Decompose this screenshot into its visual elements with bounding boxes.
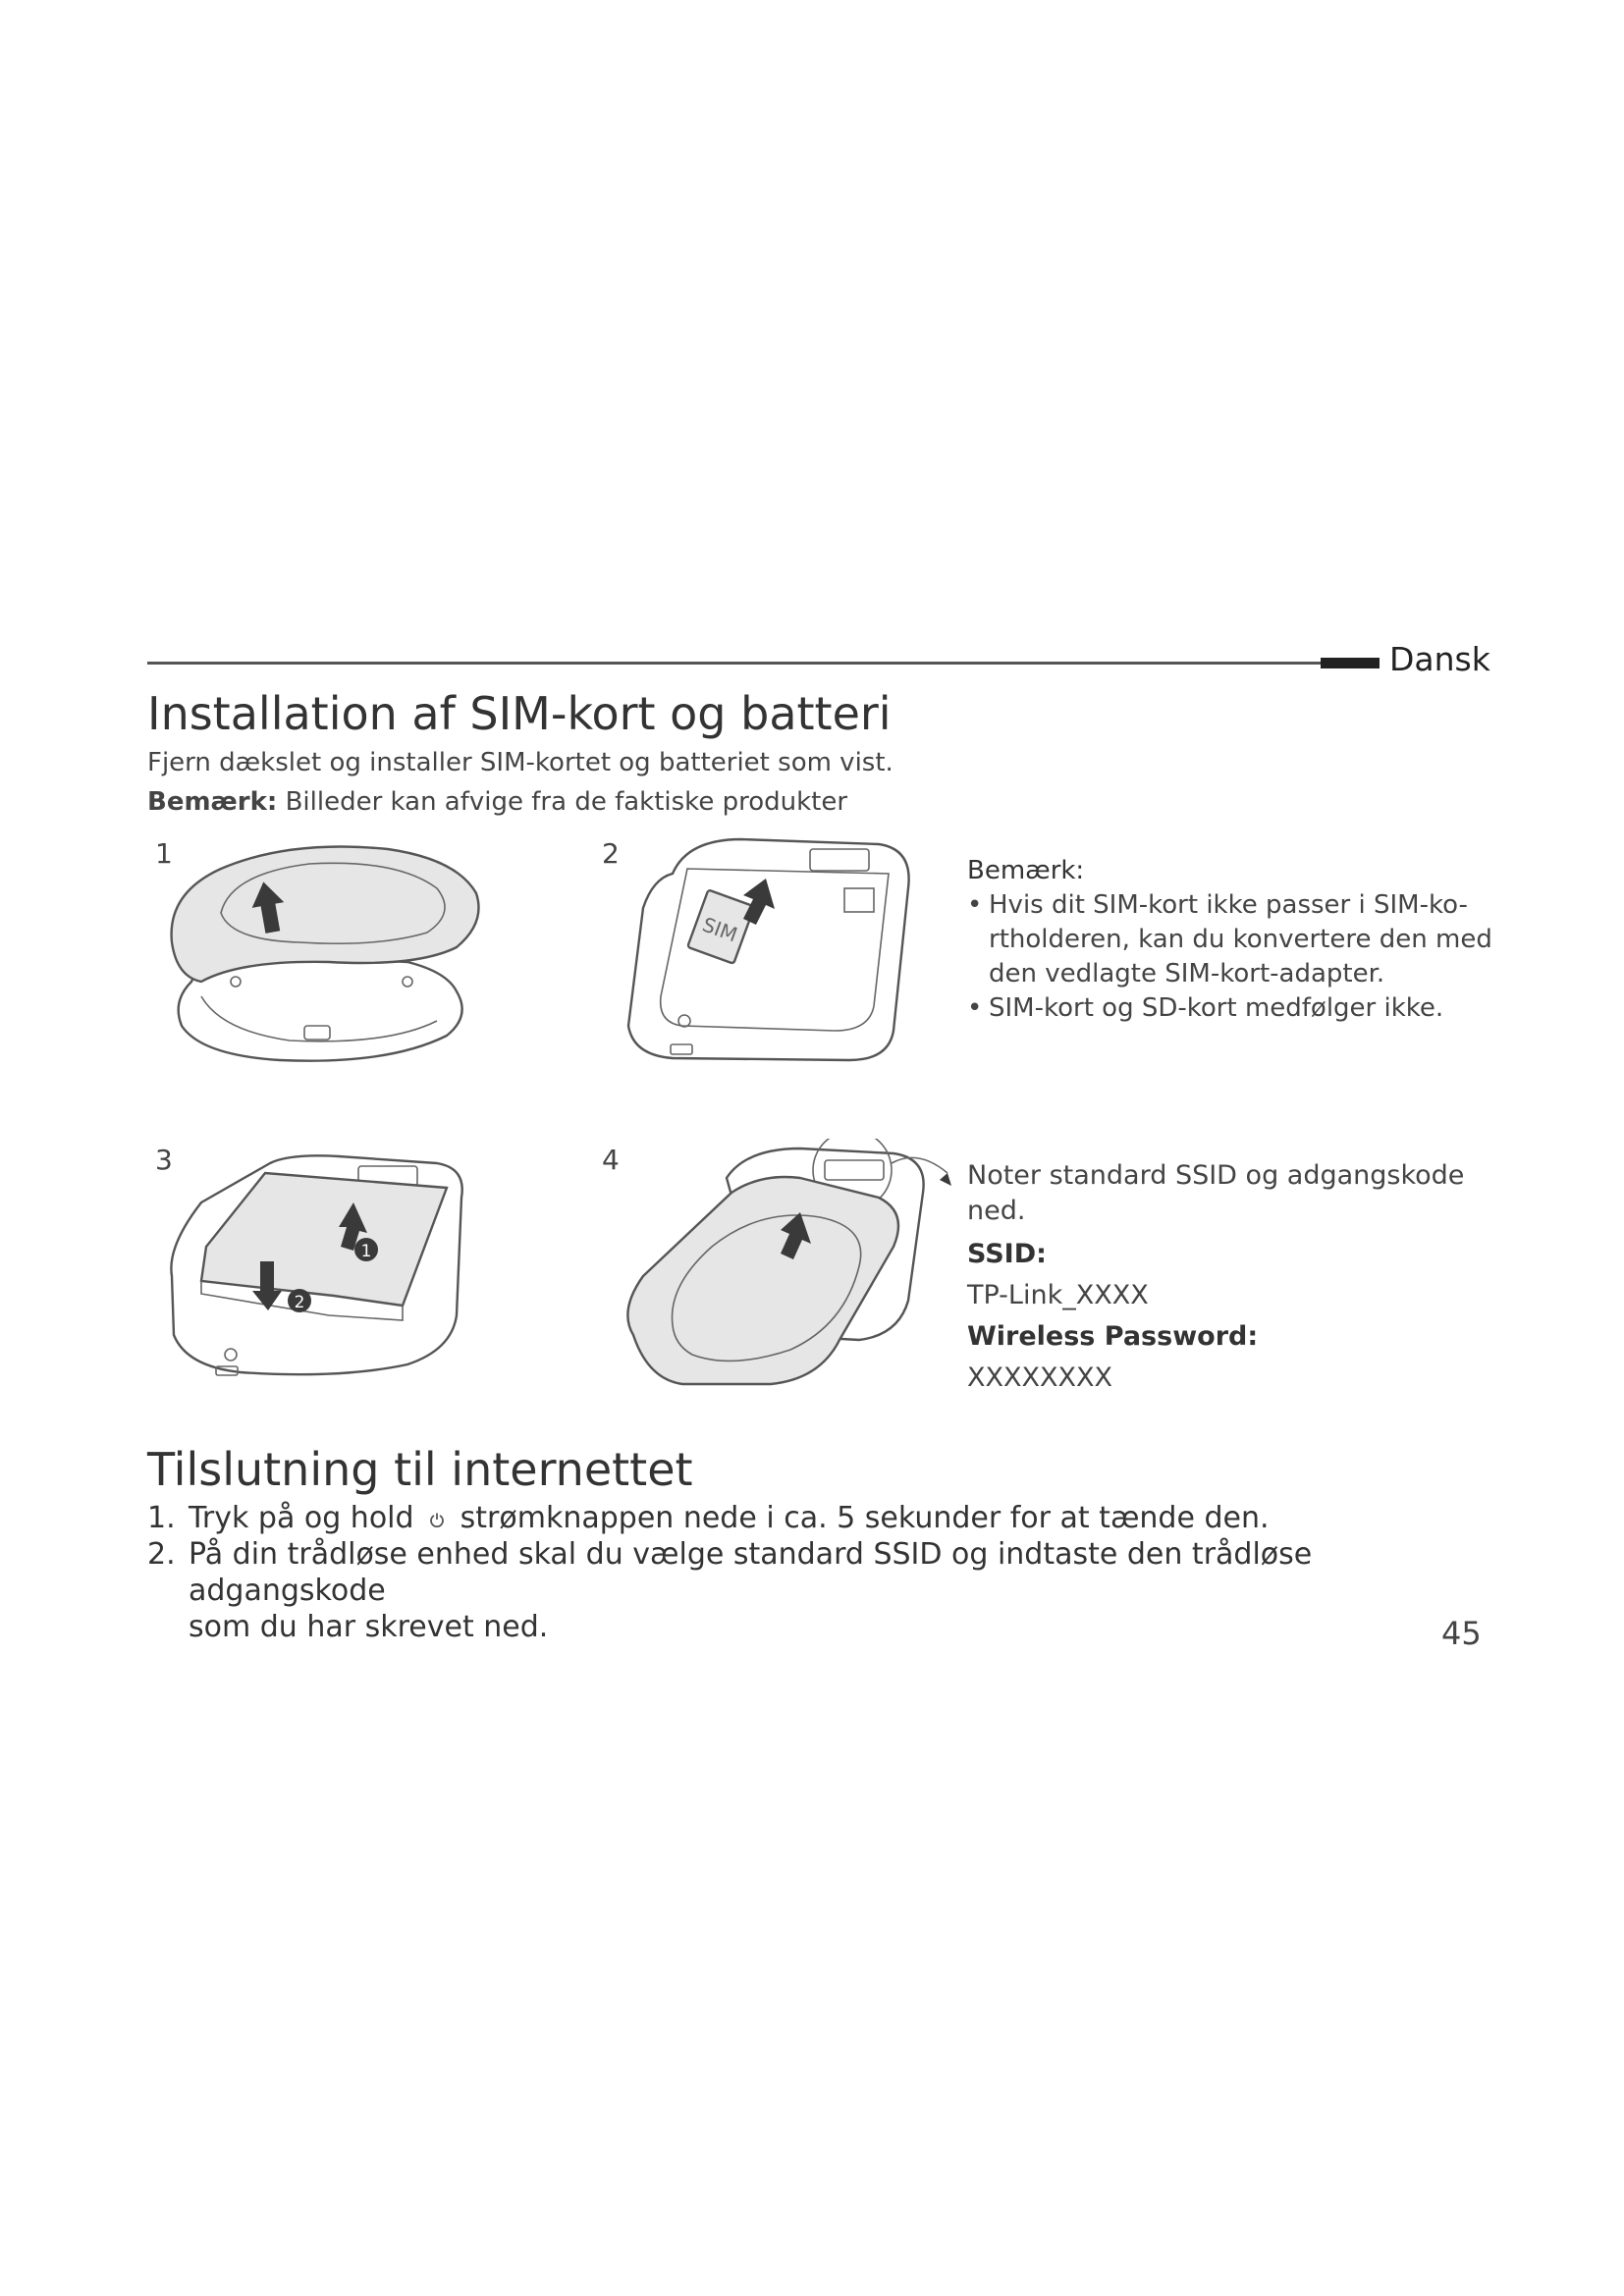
list-item: 1. Tryk på og hold strømknappen nede i ca. 5 sekunder for at tænde den.: [147, 1501, 1270, 1535]
section-title-internet: Tilslutning til internettet: [147, 1443, 693, 1496]
list-item: • Hvis dit SIM-kort ikke passer i SIM-ko- rtholderen, kan du konvertere den med den vedlagte SIM-kort-adapter.: [967, 890, 1492, 988]
svg-text:2: 2: [294, 1293, 305, 1312]
language-label: Dansk: [1389, 640, 1490, 678]
step-number-2: 2: [602, 837, 620, 870]
header-rule: [147, 662, 1321, 665]
step-number-3: 3: [155, 1144, 173, 1176]
figure-insert-sim: [614, 834, 928, 1065]
password-value: XXXXXXXX: [967, 1362, 1112, 1393]
ssid-note: [967, 1158, 1497, 1396]
page-number: 45: [1441, 1615, 1482, 1652]
sim-sidenote: [967, 854, 1497, 1026]
instruction-list: [147, 1500, 1483, 1645]
intro-text: Fjern dækslet og installer SIM-kortet og batteriet som vist.: [147, 748, 893, 777]
figure-insert-battery: [162, 1148, 476, 1379]
power-icon: [429, 1512, 445, 1527]
step-number-1: 1: [155, 837, 173, 870]
section-title-sim-install: Installation af SIM-kort og batteri: [147, 687, 892, 740]
note-label: Bemærk:: [147, 787, 278, 817]
figure-remove-cover: [162, 834, 496, 1070]
sim-card-label: SIM: [699, 912, 741, 947]
figure-replace-cover: [614, 1139, 962, 1394]
ssid-label: SSID:: [967, 1239, 1047, 1269]
svg-text:1: 1: [360, 1242, 372, 1261]
note-text: Billeder kan afvige fra de faktiske produkter: [285, 787, 848, 817]
header-rule-accent: [1321, 658, 1380, 668]
step-number-4: 4: [602, 1144, 620, 1176]
sidenote-title: Bemærk:: [967, 856, 1085, 885]
ssid-value: TP-Link_XXXX: [967, 1280, 1149, 1310]
ssid-note-line1: Noter standard SSID og adgangskode: [967, 1160, 1465, 1191]
ssid-note-line2: ned.: [967, 1196, 1026, 1226]
list-item: 2. På din trådløse enhed skal du vælge standard SSID og indtaste den trådløse adgangskode som du har skrevet ned.: [147, 1537, 1313, 1644]
list-item: • SIM-kort og SD-kort medfølger ikke.: [967, 993, 1444, 1023]
password-label: Wireless Password:: [967, 1321, 1259, 1352]
note-line: [147, 787, 847, 817]
